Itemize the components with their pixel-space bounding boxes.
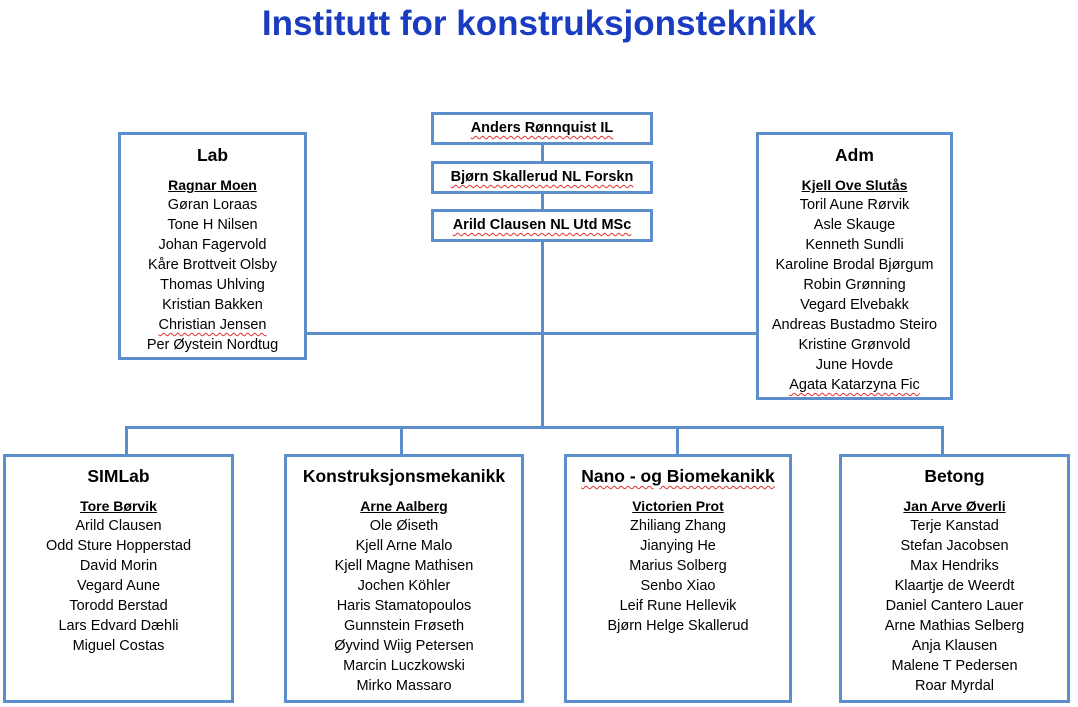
member: Lars Edvard Dæhli bbox=[58, 618, 179, 634]
member: Marius Solberg bbox=[629, 558, 727, 574]
member: Arne Mathias Selberg bbox=[884, 618, 1025, 634]
section-title: Betong bbox=[924, 466, 985, 486]
member: Per Øystein Nordtug bbox=[146, 337, 279, 353]
connector-drop-simlab bbox=[125, 426, 128, 456]
member: Jochen Köhler bbox=[357, 578, 451, 594]
member: Kristine Grønvold bbox=[798, 337, 911, 353]
section-title: SIMLab bbox=[87, 466, 150, 486]
member: Marcin Luczkowski bbox=[343, 658, 465, 674]
member: Gøran Loraas bbox=[167, 197, 258, 213]
member: Torodd Berstad bbox=[69, 598, 168, 614]
connector-middle-horizontal bbox=[305, 332, 758, 335]
member: Kåre Brottveit Olsby bbox=[148, 257, 277, 273]
section-leader: Jan Arve Øverli bbox=[903, 498, 1006, 514]
section-title: Lab bbox=[196, 145, 229, 165]
leadership-research-label: Bjørn Skallerud NL Forskn bbox=[450, 169, 634, 185]
member: June Hovde bbox=[815, 357, 894, 373]
member: Anja Klausen bbox=[911, 638, 998, 654]
member: Øyvind Wiig Petersen bbox=[334, 638, 474, 654]
section-leader: Victorien Prot bbox=[632, 498, 724, 514]
leadership-box-research bbox=[431, 161, 653, 194]
connector-drop-nano bbox=[676, 426, 679, 456]
section-box-lab bbox=[118, 132, 307, 360]
section-leader: Ragnar Moen bbox=[168, 177, 257, 193]
section-title bbox=[567, 464, 789, 488]
member: Kenneth Sundli bbox=[805, 237, 904, 253]
member: Arild Clausen bbox=[75, 518, 162, 534]
member-name: Agata Katarzyna Fic bbox=[789, 377, 920, 393]
member: David Morin bbox=[79, 558, 158, 574]
section-box-simlab bbox=[3, 454, 234, 703]
member: Ole Øiseth bbox=[369, 518, 439, 534]
leadership-head-label: Anders Rønnquist IL bbox=[470, 120, 614, 136]
member: Roar Myrdal bbox=[915, 678, 994, 694]
member: Andreas Bustadmo Steiro bbox=[771, 317, 938, 333]
member: Jianying He bbox=[640, 538, 716, 554]
member: Odd Sture Hopperstad bbox=[45, 538, 192, 554]
section-title: Konstruksjonsmekanikk bbox=[302, 466, 506, 486]
section-title: Adm bbox=[835, 145, 874, 165]
leadership-box-education bbox=[431, 209, 653, 242]
section-title-text: Nano - og Biomekanikk bbox=[581, 466, 775, 486]
member-name: Christian Jensen bbox=[158, 317, 267, 333]
member: Asle Skauge bbox=[813, 217, 896, 233]
member: Kjell Arne Malo bbox=[355, 538, 453, 554]
member: Zhiliang Zhang bbox=[630, 518, 726, 534]
member: Kjell Magne Mathisen bbox=[334, 558, 474, 574]
section-box-betong bbox=[839, 454, 1070, 703]
leadership-box-head bbox=[431, 112, 653, 145]
member: Thomas Uhlving bbox=[160, 277, 265, 293]
member: Max Hendriks bbox=[910, 558, 999, 574]
member: Miguel Costas bbox=[72, 638, 165, 654]
section-box-konstruksjonsmekanikk bbox=[284, 454, 524, 703]
section-box-adm bbox=[756, 132, 953, 400]
section-leader: Tore Børvik bbox=[80, 498, 157, 514]
member: Kristian Bakken bbox=[162, 297, 263, 313]
member: Johan Fagervold bbox=[158, 237, 267, 253]
member: Robin Grønning bbox=[803, 277, 906, 293]
member bbox=[759, 375, 950, 395]
page-title: Institutt for konstruksjonsteknikk bbox=[261, 4, 817, 43]
connector-drop-betong bbox=[941, 426, 944, 456]
member: Vegard Elvebakk bbox=[800, 297, 909, 313]
section-leader: Arne Aalberg bbox=[360, 498, 448, 514]
member: Tone H Nilsen bbox=[167, 217, 258, 233]
member: Toril Aune Rørvik bbox=[799, 197, 910, 213]
section-box-nano-biomekanikk bbox=[564, 454, 792, 703]
member: Malene T Pedersen bbox=[891, 658, 1018, 674]
member: Gunnstein Frøseth bbox=[343, 618, 465, 634]
member: Haris Stamatopoulos bbox=[336, 598, 472, 614]
member: Leif Rune Hellevik bbox=[619, 598, 737, 614]
member: Senbo Xiao bbox=[640, 578, 716, 594]
member: Stefan Jacobsen bbox=[900, 538, 1009, 554]
section-leader: Kjell Ove Slutås bbox=[801, 177, 908, 193]
member: Vegard Aune bbox=[76, 578, 161, 594]
connector-bottom-horizontal bbox=[125, 426, 944, 429]
member: Mirko Massaro bbox=[356, 678, 452, 694]
member: Karoline Brodal Bjørgum bbox=[775, 257, 934, 273]
member: Terje Kanstad bbox=[910, 518, 999, 534]
connector-drop-konstruksjon bbox=[400, 426, 403, 456]
member: Bjørn Helge Skallerud bbox=[607, 618, 749, 634]
member: Klaartje de Weerdt bbox=[894, 578, 1015, 594]
leadership-education-label: Arild Clausen NL Utd MSc bbox=[452, 217, 632, 233]
member bbox=[121, 315, 304, 335]
member: Daniel Cantero Lauer bbox=[885, 598, 1024, 614]
